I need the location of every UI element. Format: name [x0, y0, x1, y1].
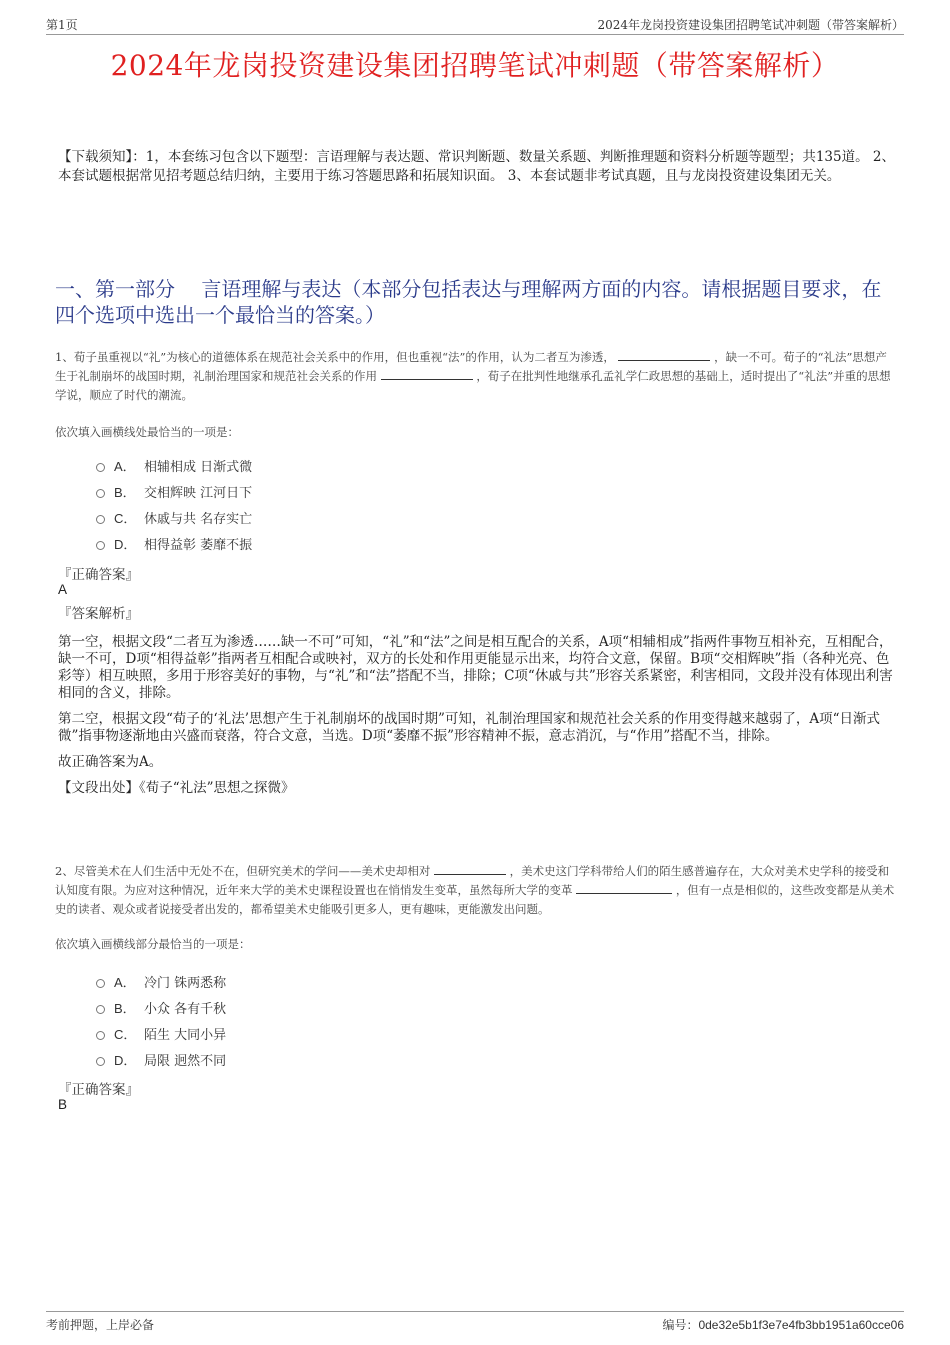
option-a[interactable] — [96, 452, 252, 478]
option-letter: B． — [114, 484, 136, 500]
option-letter: C． — [114, 1026, 137, 1042]
option-letter: B． — [114, 1000, 136, 1016]
option-a[interactable] — [96, 968, 226, 994]
analysis-paragraph: 第二空，根据文段“荀子的‘礼法’思想产生于礼制崩坏的战国时期”可知，礼制治理国家和规范社会关系的作用变得越来越弱了，A项“日渐式微”指事物逐渐地由兴盛而衰落，符合文意，当选。D项“萎靡不振”形容精神不振，意志消沉，与“作用”搭配不当，排除。 — [58, 711, 881, 744]
option-d[interactable] — [96, 530, 252, 556]
page-footer — [46, 1311, 904, 1334]
option-letter: A． — [114, 974, 136, 990]
radio-icon[interactable] — [96, 1031, 105, 1040]
question-2-prompt: 依次填入画横线部分最恰当的一项是： — [55, 937, 251, 951]
question-1-analysis — [58, 634, 898, 806]
question-1-text-part-1: 1、荀子虽重视以“礼”为核心的道德体系在规范社会关系中的作用，但也重视“法”的作用，认为二者互为渗透， — [55, 350, 615, 364]
download-notice: 【下载须知】：1，本套练习包含以下题型：言语理解与表达题、常识判断题、数量关系题、判断推理题和资料分析题等题型；共135道。 2、本套试题根据常见招考题总结归纳，主要用于练习答题思路和拓展知识面。 3、本套试题非考试真题，且与龙岗投资建设集团无关。 — [58, 149, 895, 184]
option-text: 交相辉映 江河日下 — [144, 485, 253, 501]
analysis-paragraph: 故正确答案为A。 — [58, 754, 163, 770]
answer-blank — [576, 882, 672, 894]
option-text: 休戚与共 名存实亡 — [144, 511, 253, 527]
page-number: 第1页 — [46, 18, 78, 32]
correct-answer-value: A — [58, 582, 68, 597]
correct-answer-label: 『正确答案』 — [58, 567, 139, 583]
option-text: 相得益彰 萎靡不振 — [144, 537, 253, 553]
option-text: 陌生 大同小异 — [144, 1027, 227, 1043]
answer-blank — [618, 349, 710, 361]
option-text: 相辅相成 日渐式微 — [144, 459, 253, 475]
answer-blank — [434, 863, 506, 875]
correct-answer-value: B — [58, 1097, 68, 1112]
option-letter: D． — [114, 536, 137, 552]
answer-blank — [381, 368, 473, 380]
question-1-text — [55, 348, 895, 405]
option-b[interactable] — [96, 994, 226, 1020]
analysis-source: 【文段出处】《荀子“礼法”思想之探微》 — [58, 780, 295, 796]
question-1-text-part-3: ，荀子在批判性地继承孔孟礼学仁政思想的基础上，适时提出了“礼法”并重的思想学说，顺应了时代的潮流。 — [55, 369, 891, 402]
question-1-prompt: 依次填入画横线处最恰当的一项是： — [55, 425, 239, 439]
option-d[interactable] — [96, 1046, 226, 1072]
footer-slogan: 考前押题，上岸必备 — [46, 1318, 155, 1332]
question-2-text-part-3: ，但有一点是相似的，这些改变都是从美术史的读者、观众或者说接受者出发的，都希望美术史能吸引更多人，更有趣味，更能激发出问题。 — [55, 883, 895, 916]
radio-icon[interactable] — [96, 541, 105, 550]
document-title: 2024年龙岗投资建设集团招聘笔试冲刺题（带答案解析） — [110, 49, 840, 82]
question-2-text-part-2: ，美术史这门学科带给人们的陌生感普遍存在，大众对美术史学科的接受和认知度有限。为应对这种情况，近年来大学的美术史课程设置也在悄悄发生变革，虽然每所大学的变革 — [55, 864, 890, 897]
option-letter: C． — [114, 510, 137, 526]
option-text: 局限 迥然不同 — [144, 1053, 227, 1069]
page-header — [46, 14, 904, 35]
radio-icon[interactable] — [96, 1005, 105, 1014]
header-doc-title: 2024年龙岗投资建设集团招聘笔试冲刺题（带答案解析） — [597, 18, 904, 32]
radio-icon[interactable] — [96, 515, 105, 524]
question-1-options — [96, 452, 252, 556]
radio-icon[interactable] — [96, 463, 105, 472]
question-1-text-part-2: ，缺一不可。荀子的“礼法”思想产生于礼制崩坏的战国时期，礼制治理国家和规范社会关系的作用 — [55, 350, 887, 383]
option-text: 冷门 铢两悉称 — [144, 975, 227, 991]
analysis-paragraph: 第一空，根据文段“二者互为渗透……缺一不可”可知，“礼”和“法”之间是相互配合的关系，A项“相辅相成”指两件事物互相补充，互相配合，缺一不可，D项“相得益彰”指两者互相配合或映衬，双方的长处和作用更能显示出来，均符合文意，保留。B项“交相辉映”指（各种光亮、色彩等）相互映照，多用于形容美好的事物，与“礼”和“法”搭配不当，排除；C项“休戚与共”形容关系紧密，利害相同，文段并没有体现出利害相同的含义，排除。 — [58, 634, 893, 701]
option-text: 小众 各有千秋 — [144, 1001, 227, 1017]
option-b[interactable] — [96, 478, 252, 504]
serial-label: 编号： — [662, 1318, 699, 1332]
option-c[interactable] — [96, 1020, 226, 1046]
question-2-text-part-1: 2、尽管美术在人们生活中无处不在，但研究美术的学问——美术史却相对 — [55, 864, 431, 878]
serial-number: 0de32e5b1f3e7e4fb3bb1951a60cce06 — [698, 1318, 904, 1332]
option-c[interactable] — [96, 504, 252, 530]
question-2-options — [96, 968, 226, 1072]
analysis-label: 『答案解析』 — [58, 606, 139, 622]
section-heading: 一、第一部分 言语理解与表达（本部分包括表达与理解两方面的内容。请根据题目要求，在四个选项中选出一个最恰当的答案。） — [55, 277, 882, 327]
correct-answer-label: 『正确答案』 — [58, 1082, 139, 1098]
radio-icon[interactable] — [96, 489, 105, 498]
radio-icon[interactable] — [96, 979, 105, 988]
option-letter: D． — [114, 1052, 137, 1068]
option-letter: A． — [114, 458, 136, 474]
radio-icon[interactable] — [96, 1057, 105, 1066]
question-2-text — [55, 862, 895, 919]
footer-serial — [662, 1316, 904, 1333]
